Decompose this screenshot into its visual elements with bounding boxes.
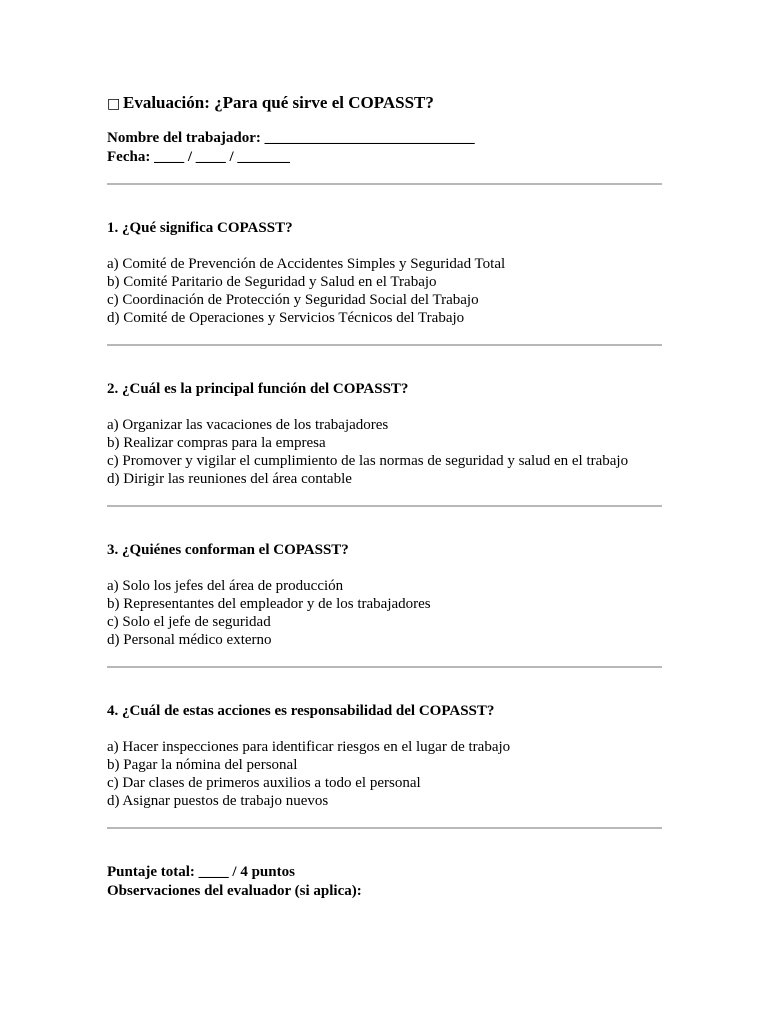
- options-list: [107, 416, 662, 488]
- divider: [107, 344, 662, 346]
- option-a: a) Hacer inspecciones para identificar riesgos en el lugar de trabajo: [107, 739, 511, 755]
- worker-info: [107, 129, 662, 167]
- question-4: [107, 702, 662, 829]
- score-section: [107, 863, 662, 901]
- option-c: c) Promover y vigilar el cumplimiento de las normas de seguridad y salud en el trabajo: [107, 453, 629, 469]
- date-field: Fecha: ____ / ____ / _______: [107, 149, 290, 165]
- options-list: [107, 738, 662, 810]
- option-c: c) Dar clases de primeros auxilios a todo el personal: [107, 775, 421, 791]
- divider: [107, 827, 662, 829]
- option-b: b) Pagar la nómina del personal: [107, 757, 298, 773]
- divider: [107, 505, 662, 507]
- option-b: b) Realizar compras para la empresa: [107, 435, 326, 451]
- divider: [107, 183, 662, 185]
- observations-field: Observaciones del evaluador (si aplica):: [107, 883, 362, 899]
- total-score-field: Puntaje total: ____ / 4 puntos: [107, 864, 295, 880]
- question-1: [107, 219, 662, 346]
- options-list: [107, 255, 662, 327]
- option-c: c) Coordinación de Protección y Seguridad Social del Trabajo: [107, 292, 479, 308]
- option-b: b) Comité Paritario de Seguridad y Salud en el Trabajo: [107, 274, 437, 290]
- question-3: [107, 541, 662, 668]
- title-text: Evaluación: ¿Para qué sirve el COPASST?: [123, 93, 434, 112]
- option-d: d) Dirigir las reuniones del área contable: [107, 471, 352, 487]
- checkbox-glyph-icon: □: [107, 96, 121, 112]
- question-2: [107, 380, 662, 507]
- worker-name-field: Nombre del trabajador: ____________________________: [107, 130, 475, 146]
- option-a: a) Solo los jefes del área de producción: [107, 578, 344, 594]
- page-title: [107, 92, 662, 115]
- question-title: 4. ¿Cuál de estas acciones es responsabilidad del COPASST?: [107, 703, 495, 719]
- option-d: d) Comité de Operaciones y Servicios Técnicos del Trabajo: [107, 310, 465, 326]
- question-title: 2. ¿Cuál es la principal función del COPASST?: [107, 381, 409, 397]
- options-list: [107, 577, 662, 649]
- divider: [107, 666, 662, 668]
- option-d: d) Asignar puestos de trabajo nuevos: [107, 793, 329, 809]
- option-b: b) Representantes del empleador y de los trabajadores: [107, 596, 431, 612]
- evaluation-document: [107, 92, 662, 901]
- option-d: d) Personal médico externo: [107, 632, 272, 648]
- option-a: a) Comité de Prevención de Accidentes Simples y Seguridad Total: [107, 256, 506, 272]
- question-title: 3. ¿Quiénes conforman el COPASST?: [107, 542, 349, 558]
- option-a: a) Organizar las vacaciones de los trabajadores: [107, 417, 389, 433]
- question-title: 1. ¿Qué significa COPASST?: [107, 220, 293, 236]
- option-c: c) Solo el jefe de seguridad: [107, 614, 271, 630]
